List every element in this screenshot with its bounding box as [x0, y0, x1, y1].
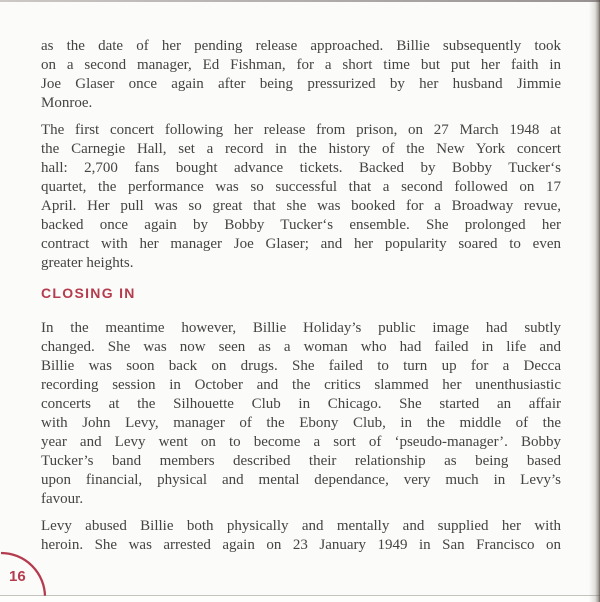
paragraph-3	[41, 319, 561, 509]
scan-edge-line-top	[0, 0, 600, 2]
text-line: concerts at the Silhouette Club in Chicago. She started an affair	[41, 396, 561, 412]
text-line: backed once again by Bobby Tucker‘s ensemble. She prolonged her	[41, 217, 561, 233]
text-line: recording session in October and the critics slammed her unenthusiastic	[41, 377, 561, 393]
text-line: with John Levy, manager of the Ebony Club, in the middle of the	[41, 415, 561, 431]
text-line: Levy abused Billie both physically and mentally and supplied her with	[41, 518, 561, 534]
text-line: as the date of her pending release approached. Billie subsequently took	[41, 38, 561, 54]
text-line: year and Levy went on to become a sort of ‘pseudo-manager’. Bobby	[41, 434, 561, 450]
text-line: contract with her manager Joe Glaser; and her popularity soared to even	[41, 236, 561, 252]
text-line: on a second manager, Ed Fishman, for a short time but put her faith in	[41, 57, 561, 73]
text-line: upon financial, physical and mental dependance, very much in Levy’s	[41, 472, 561, 488]
paragraph-2	[41, 121, 561, 273]
text-line: quartet, the performance was so successful that a second followed on 17	[41, 179, 561, 195]
text-line: Monroe.	[41, 95, 93, 111]
text-line: Billie was soon back on drugs. She failed to turn up for a Decca	[41, 358, 561, 374]
text-line: Tucker’s band members described their relationship as being based	[41, 453, 561, 469]
text-line: April. Her pull was so great that she was booked for a Broadway revue,	[41, 198, 561, 214]
text-line: In the meantime however, Billie Holiday’s public image had subtly	[41, 320, 561, 336]
text-line: favour.	[41, 491, 84, 507]
scan-edge-shadow-right	[589, 0, 600, 602]
section-heading: CLOSING IN	[41, 285, 136, 301]
page-number: 16	[9, 568, 26, 585]
scan-bottom-strip	[0, 596, 600, 602]
paragraph-1	[41, 37, 561, 113]
text-line: hall: 2,700 fans bought advance tickets. Backed by Bobby Tucker‘s	[41, 160, 561, 176]
text-line: changed. She was now seen as a woman who had failed in life and	[41, 339, 561, 355]
body-text	[41, 37, 561, 563]
paragraph-4	[41, 517, 561, 555]
text-line: Joe Glaser once again after being pressurized by her husband Jimmie	[41, 76, 561, 92]
text-line: the Carnegie Hall, set a record in the history of the New York concert	[41, 141, 561, 157]
text-line: The first concert following her release from prison, on 27 March 1948 at	[41, 122, 561, 138]
text-line: greater heights.	[41, 255, 134, 271]
text-line: heroin. She was arrested again on 23 January 1949 in San Francisco on	[41, 537, 561, 553]
